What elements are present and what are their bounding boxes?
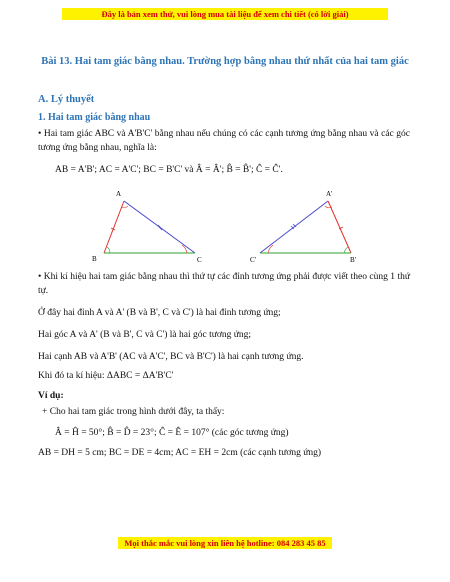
preview-banner: Đây là bản xem thử, vui lòng mua tài liệu để xem chi tiết (có lời giải) [62, 8, 388, 20]
side-a1c1 [260, 201, 328, 253]
congruent-triangles-figure [80, 185, 380, 265]
side-a1b1 [328, 201, 351, 253]
notation-line: Khi đó ta kí hiệu: ΔABC = ΔA'B'C' [38, 371, 174, 381]
vertices-line: Ở đây hai đỉnh A và A' (B và B', C và C') là hai đỉnh tương ứng; [38, 308, 281, 318]
example-label: Ví dụ: [38, 391, 64, 401]
side-ab [104, 201, 124, 253]
lesson-title: Bài 13. Hai tam giác bằng nhau. Trường hợp bằng nhau thứ nhất của hai tam giác [41, 56, 409, 67]
sides-line: Hai cạnh AB và A'B' (AC và A'C', BC và B'C') là hai cạnh tương ứng. [38, 352, 304, 362]
vertex-label-c1: C' [250, 256, 256, 264]
correspondence-equalities: AB = A'B'; AC = A'C'; BC = B'C' và Â = Â'; B̂ = B̂'; Ĉ = Ĉ'. [55, 165, 283, 175]
vertex-label-a: A [116, 190, 122, 198]
vertex-label-a1: A' [326, 190, 333, 198]
hotline-banner: Mọi thắc mắc vui lòng xin liên hệ hotline: 084 283 45 85 [118, 537, 332, 549]
vertex-label-b: B [92, 255, 97, 263]
section-1-heading: 1. Hai tam giác bằng nhau [38, 112, 151, 123]
vertex-label-b1: B' [350, 256, 356, 264]
triangle-a1b1c1 [250, 190, 356, 264]
vertex-label-c: C [197, 256, 202, 264]
notation-paragraph: • Khi kí hiệu hai tam giác bằng nhau thì thứ tự các đỉnh tương ứng phải được viết theo cùng 1 thứ tự. [38, 272, 410, 296]
example-sides: AB = DH = 5 cm; BC = DE = 4cm; AC = EH = 2cm (các cạnh tương ứng) [38, 448, 322, 458]
triangle-abc [92, 190, 202, 264]
example-intro: + Cho hai tam giác trong hình dưới đây, ta thấy: [42, 407, 225, 417]
angles-line: Hai góc A và A' (B và B', C và C') là hai góc tương ứng; [38, 330, 252, 340]
definition-paragraph: • Hai tam giác ABC và A'B'C' bằng nhau nếu chúng có các cạnh tương ứng bằng nhau và các góc tương ứng bằng nhau, nghĩa là: [38, 129, 410, 153]
example-angles: Â = Ĥ = 50°; B̂ = D̂ = 23°; Ĉ = Ê = 107° (các góc tương ứng) [55, 428, 289, 438]
section-a-heading: A. Lý thuyết [38, 94, 95, 105]
